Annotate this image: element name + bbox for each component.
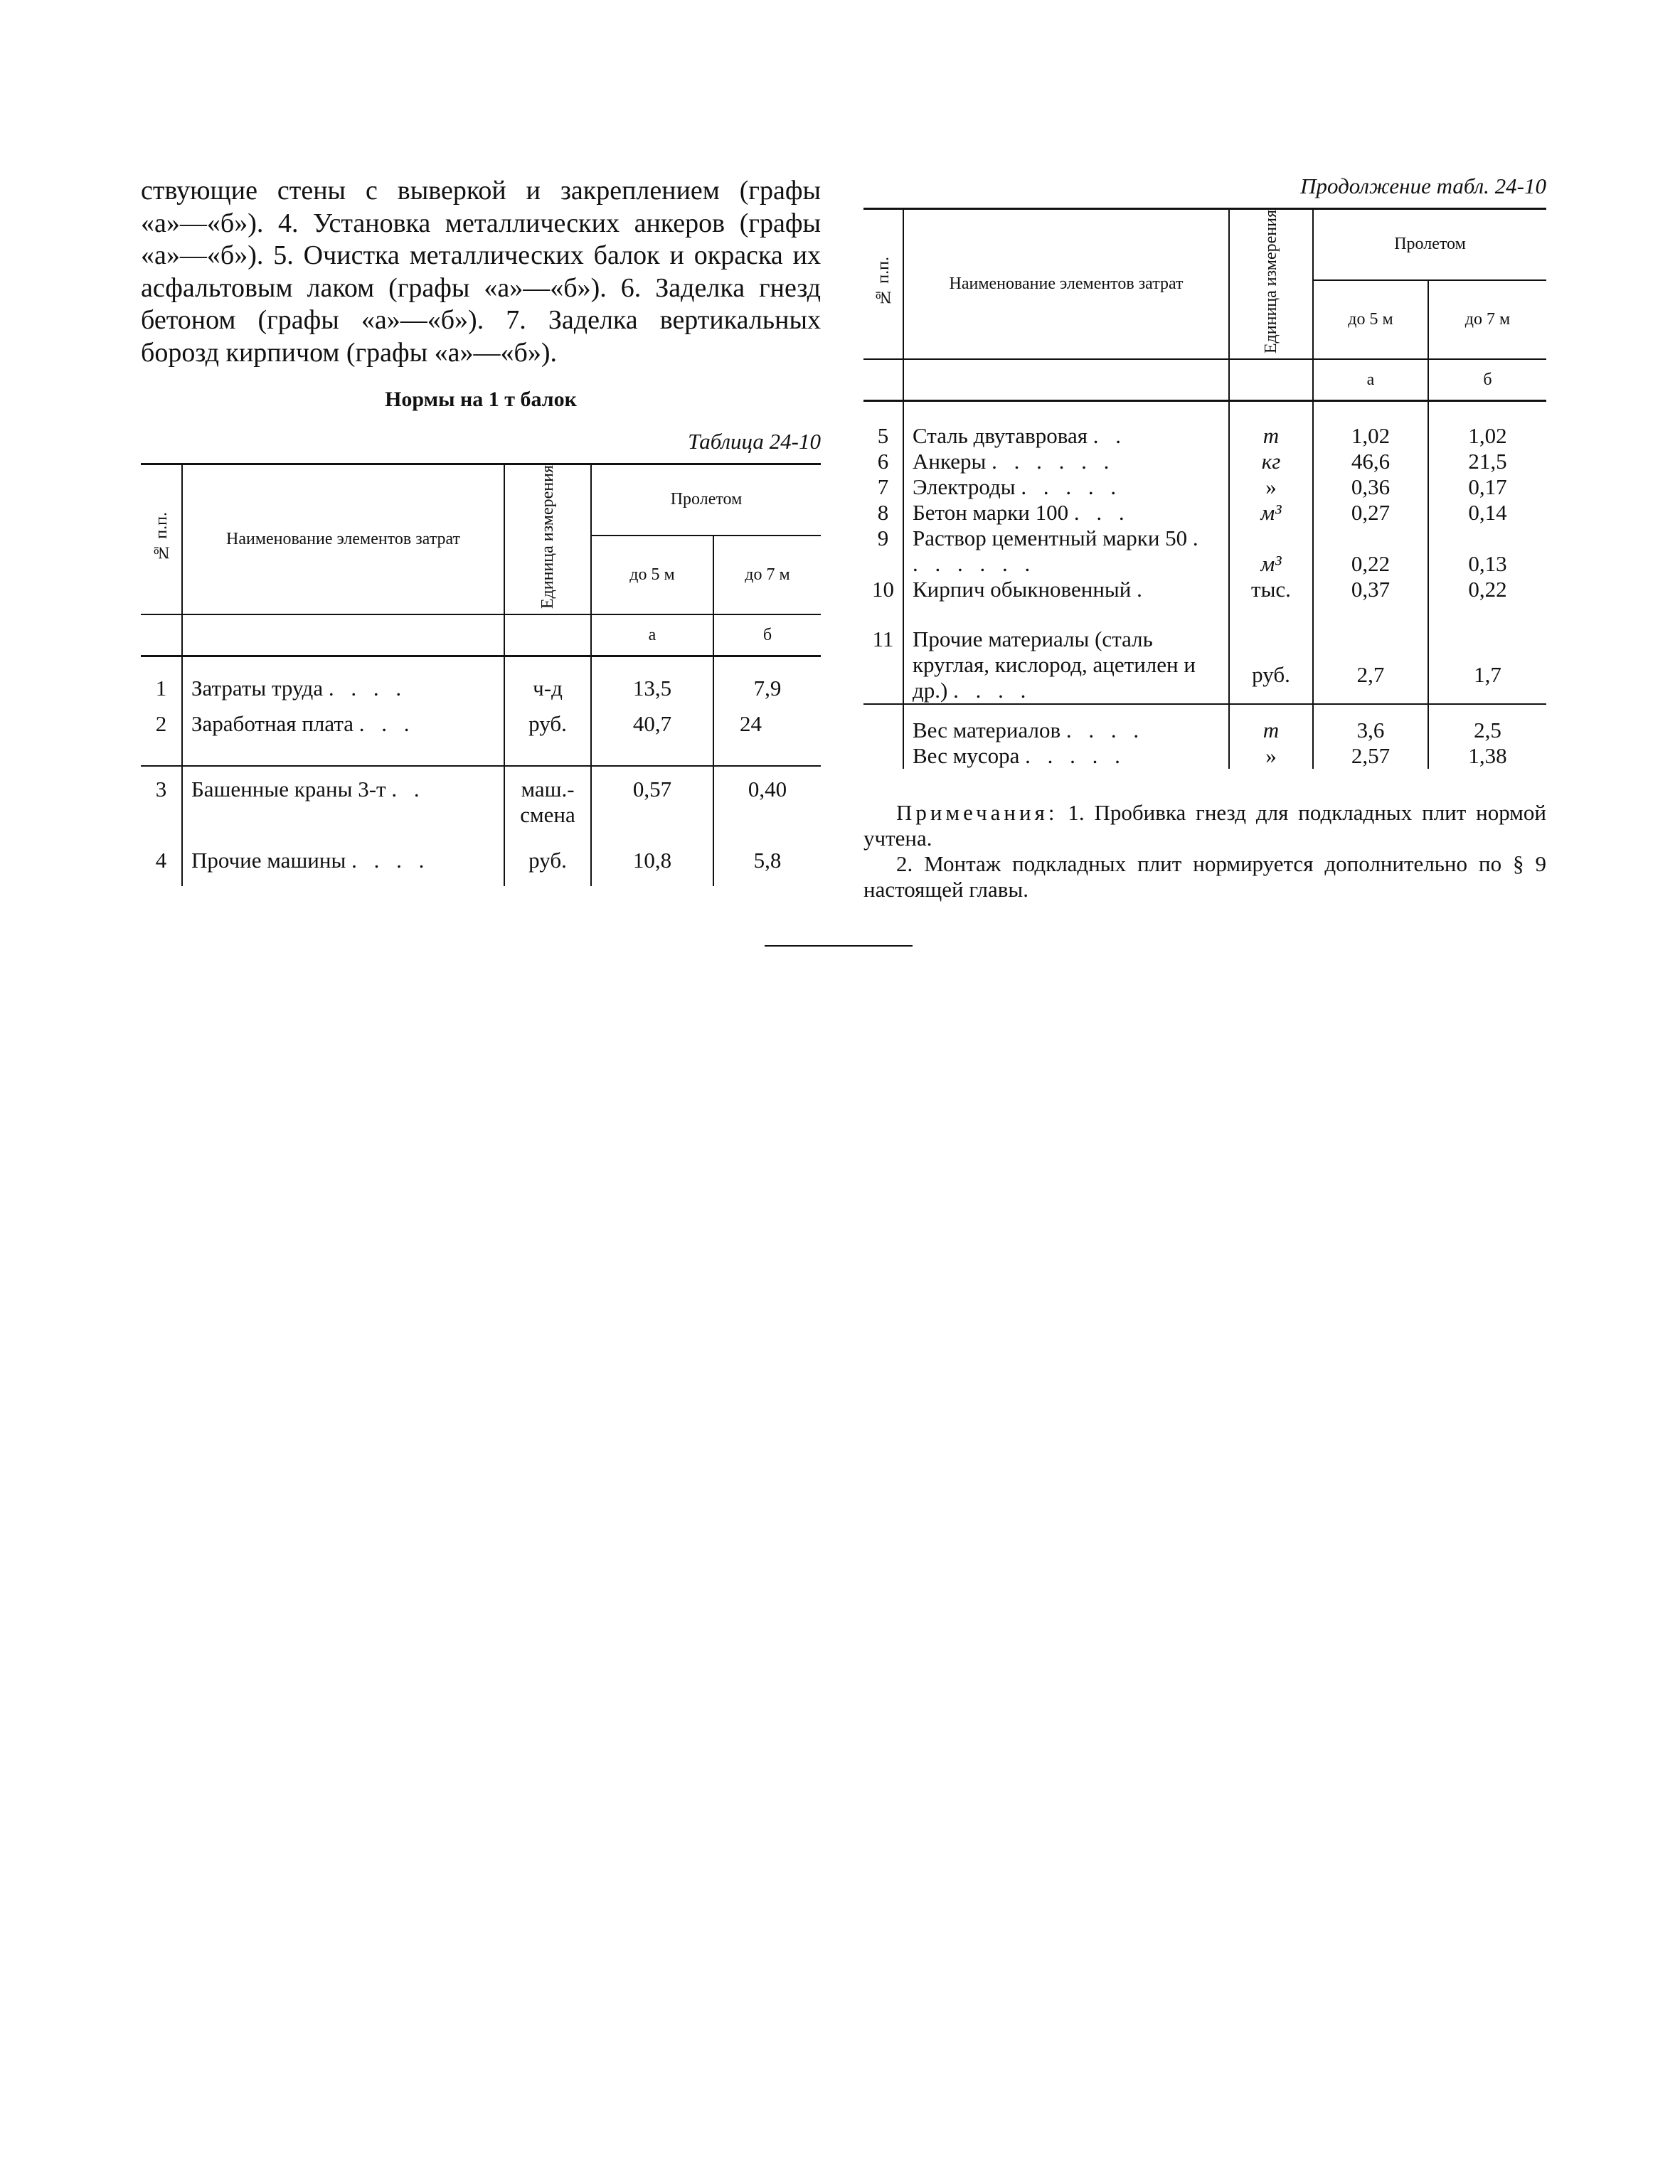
table-row: 7 Электроды . . . . . » 0,36 0,17 <box>863 474 1546 500</box>
header-col-a-span: до 5 м <box>1313 280 1428 359</box>
header-col-a-span: до 5 м <box>591 536 713 614</box>
table-row: 8 Бетон марки 100 . . . м³ 0,27 0,14 <box>863 500 1546 526</box>
header-name: Наименование элементов затрат <box>182 464 504 615</box>
header-unit: Единица измерения <box>504 464 591 615</box>
table-row: 6 Анкеры . . . . . . кг 46,6 21,5 <box>863 449 1546 474</box>
table-caption: Таблица 24-10 <box>688 429 821 454</box>
norms-heading: Нормы на 1 т балок <box>385 388 577 411</box>
header-col-b-letter: б <box>1428 359 1546 401</box>
continuation-caption: Продолжение табл. 24-10 <box>1300 174 1546 198</box>
header-span-group: Пролетом <box>591 464 821 536</box>
notes-label: Примечания: <box>896 800 1058 826</box>
header-col-a-letter: а <box>591 614 713 656</box>
norms-table-right <box>863 208 1546 769</box>
header-span-group: Пролетом <box>1313 209 1546 280</box>
header-num: № п.п. <box>863 209 903 360</box>
divider-rule <box>765 945 913 947</box>
right-column <box>863 174 1546 902</box>
notes <box>863 800 1546 902</box>
table-row: 1 Затраты труда . . . . ч-д 13,5 7,9 <box>141 676 821 701</box>
table-row: 4 Прочие машины . . . . руб. 10,8 5,8 <box>141 828 821 886</box>
table-row: 2 Заработная плата . . . руб. 40,7 24 <box>141 701 821 737</box>
header-unit: Единица измерения <box>1229 209 1313 360</box>
header-col-b-span: до 7 м <box>1428 280 1546 359</box>
table-row: 10 Кирпич обыкновенный . тыс. 0,37 0,22 <box>863 577 1546 602</box>
table-row: 9 Раствор цементный марки 50 . . . . . . . м³ 0,22 0,13 <box>863 526 1546 577</box>
table-row: 11 Прочие материалы (сталь круглая, кислород, ацетилен и др.) . . . . руб. 2,7 1,7 <box>863 602 1546 704</box>
header-num: № п.п. <box>141 464 182 615</box>
norms-table-left <box>141 463 821 886</box>
table-row: 3 Башенные краны 3-т . . маш.-смена 0,57 0,40 <box>141 766 821 828</box>
table-row: 5 Сталь двутавровая . . т 1,02 1,02 <box>863 423 1546 449</box>
left-column <box>141 175 821 886</box>
header-col-b-letter: б <box>713 614 821 656</box>
note-2: 2. Монтаж подкладных плит нормируется дополнительно по § 9 настоящей главы. <box>863 851 1546 902</box>
note-1: 1. Пробивка гнезд для подкладных плит нормой учтена. <box>863 800 1547 851</box>
table-row: Вес мусора . . . . . » 2,57 1,38 <box>863 743 1546 769</box>
intro-paragraph: ствующие стены с выверкой и закреплением (графы «а»—«б»). 4. Установка металлических анкеров (графы «а»—«б»). 5. Очистка металлических балок и окраска их асфальтовым лаком (графы «а»—«б»). 6. Заделка гнезд бетоном (графы «а»—«б»). 7. Заделка вертикальных борозд кирпичом (графы «а»—«б»). <box>141 176 821 368</box>
header-name: Наименование элементов затрат <box>903 209 1229 360</box>
table-row: Вес материалов . . . . т 3,6 2,5 <box>863 704 1546 743</box>
header-col-a-letter: а <box>1313 359 1428 401</box>
header-col-b-span: до 7 м <box>713 536 821 614</box>
